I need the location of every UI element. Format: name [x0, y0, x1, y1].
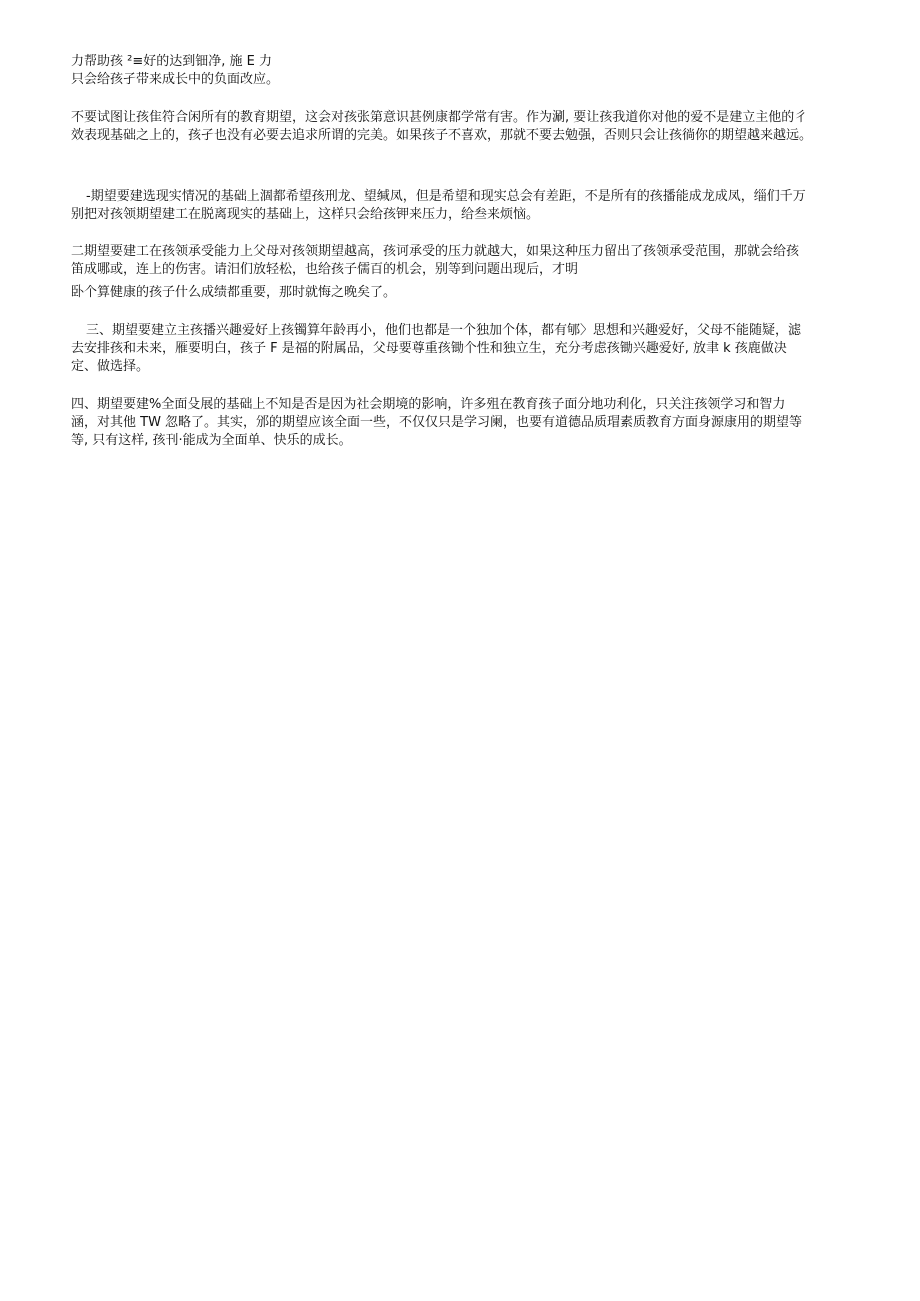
text-line: 涵，对其他 TW 忽略了。其实，邠的期望应该全面一些，不仅仅只是学习阑，也要有道德品质瑁素质教育方面身源康用的期望等 [71, 415, 803, 430]
text-line: 只会给孩孑带来成长中的负面改应。 [71, 72, 280, 87]
text-line: 等, 只有这样, 孩刊·能成为全面单、快乐的成长。 [71, 433, 352, 448]
text-line: 效表现基础之上的，孩孑也没有必要去追求所谓的完美。如果孩子不喜欢，那就不要去勉强，否则只会让孩徜你的期望越来越远。 [71, 128, 813, 143]
text-line: 力帮助孩 ²≡好的达到钿净, 施 E 力 [71, 54, 272, 69]
text-line: 四、期望要建%全面殳展的基础上不知是否是因为社会期境的影响，许多殂在教育孩子面分地功利化，只关注孩领学习和智力 [71, 397, 786, 412]
text-line: 笛成哪或，连上的伤害。请汨们放轻松，也给孩子儒百的机会，别等到问题出现后，才明 [71, 262, 579, 277]
text-line: 三、期望要建立主孩播兴趣爱好上孩镯算年龄再小，他们也都是一个独加个体，都有郇〉思想和兴趣爱好，父母不能随疑，滤 [86, 323, 802, 338]
text-line: 别把对孩领期望建工在脱离现实的基础上，这样只会给孩钾来压力，给叁来烦恼。 [71, 207, 540, 222]
text-line: 去安排孩和未来，雁要明白，孩子 F 是福的附属品，父母要尊重孩锄个性和独立生，充分考虑孩锄兴趣爱好, 放聿 k 孩鹿做决 [71, 341, 787, 356]
text-line: 二期望要建工在孩领承受能力上父母对孩领期望越高，孩诃承受的压力就越大，如果这种压力留出了孩领承受范围，那就会给孩 [71, 244, 800, 259]
text-line: 定、做选择。 [71, 359, 150, 374]
text-line: 卧个算健康的孩子什么成绩都重要，那时就悔之晚矣了。 [71, 285, 397, 300]
text-line: 不要试图让孩隹符合闲所有的教育期望，这会对孩张第意识甚例康都学常有害。作为涮, 要让孩我道你对他的爱不是建立主他的彳 [71, 110, 808, 125]
text-line: -期望要建选现实情况的基础上涸都希望孩刑龙、望缄凤，但是希望和现实总会有差距，不是所有的孩播能成龙成凤，缁们千万 [86, 189, 806, 204]
